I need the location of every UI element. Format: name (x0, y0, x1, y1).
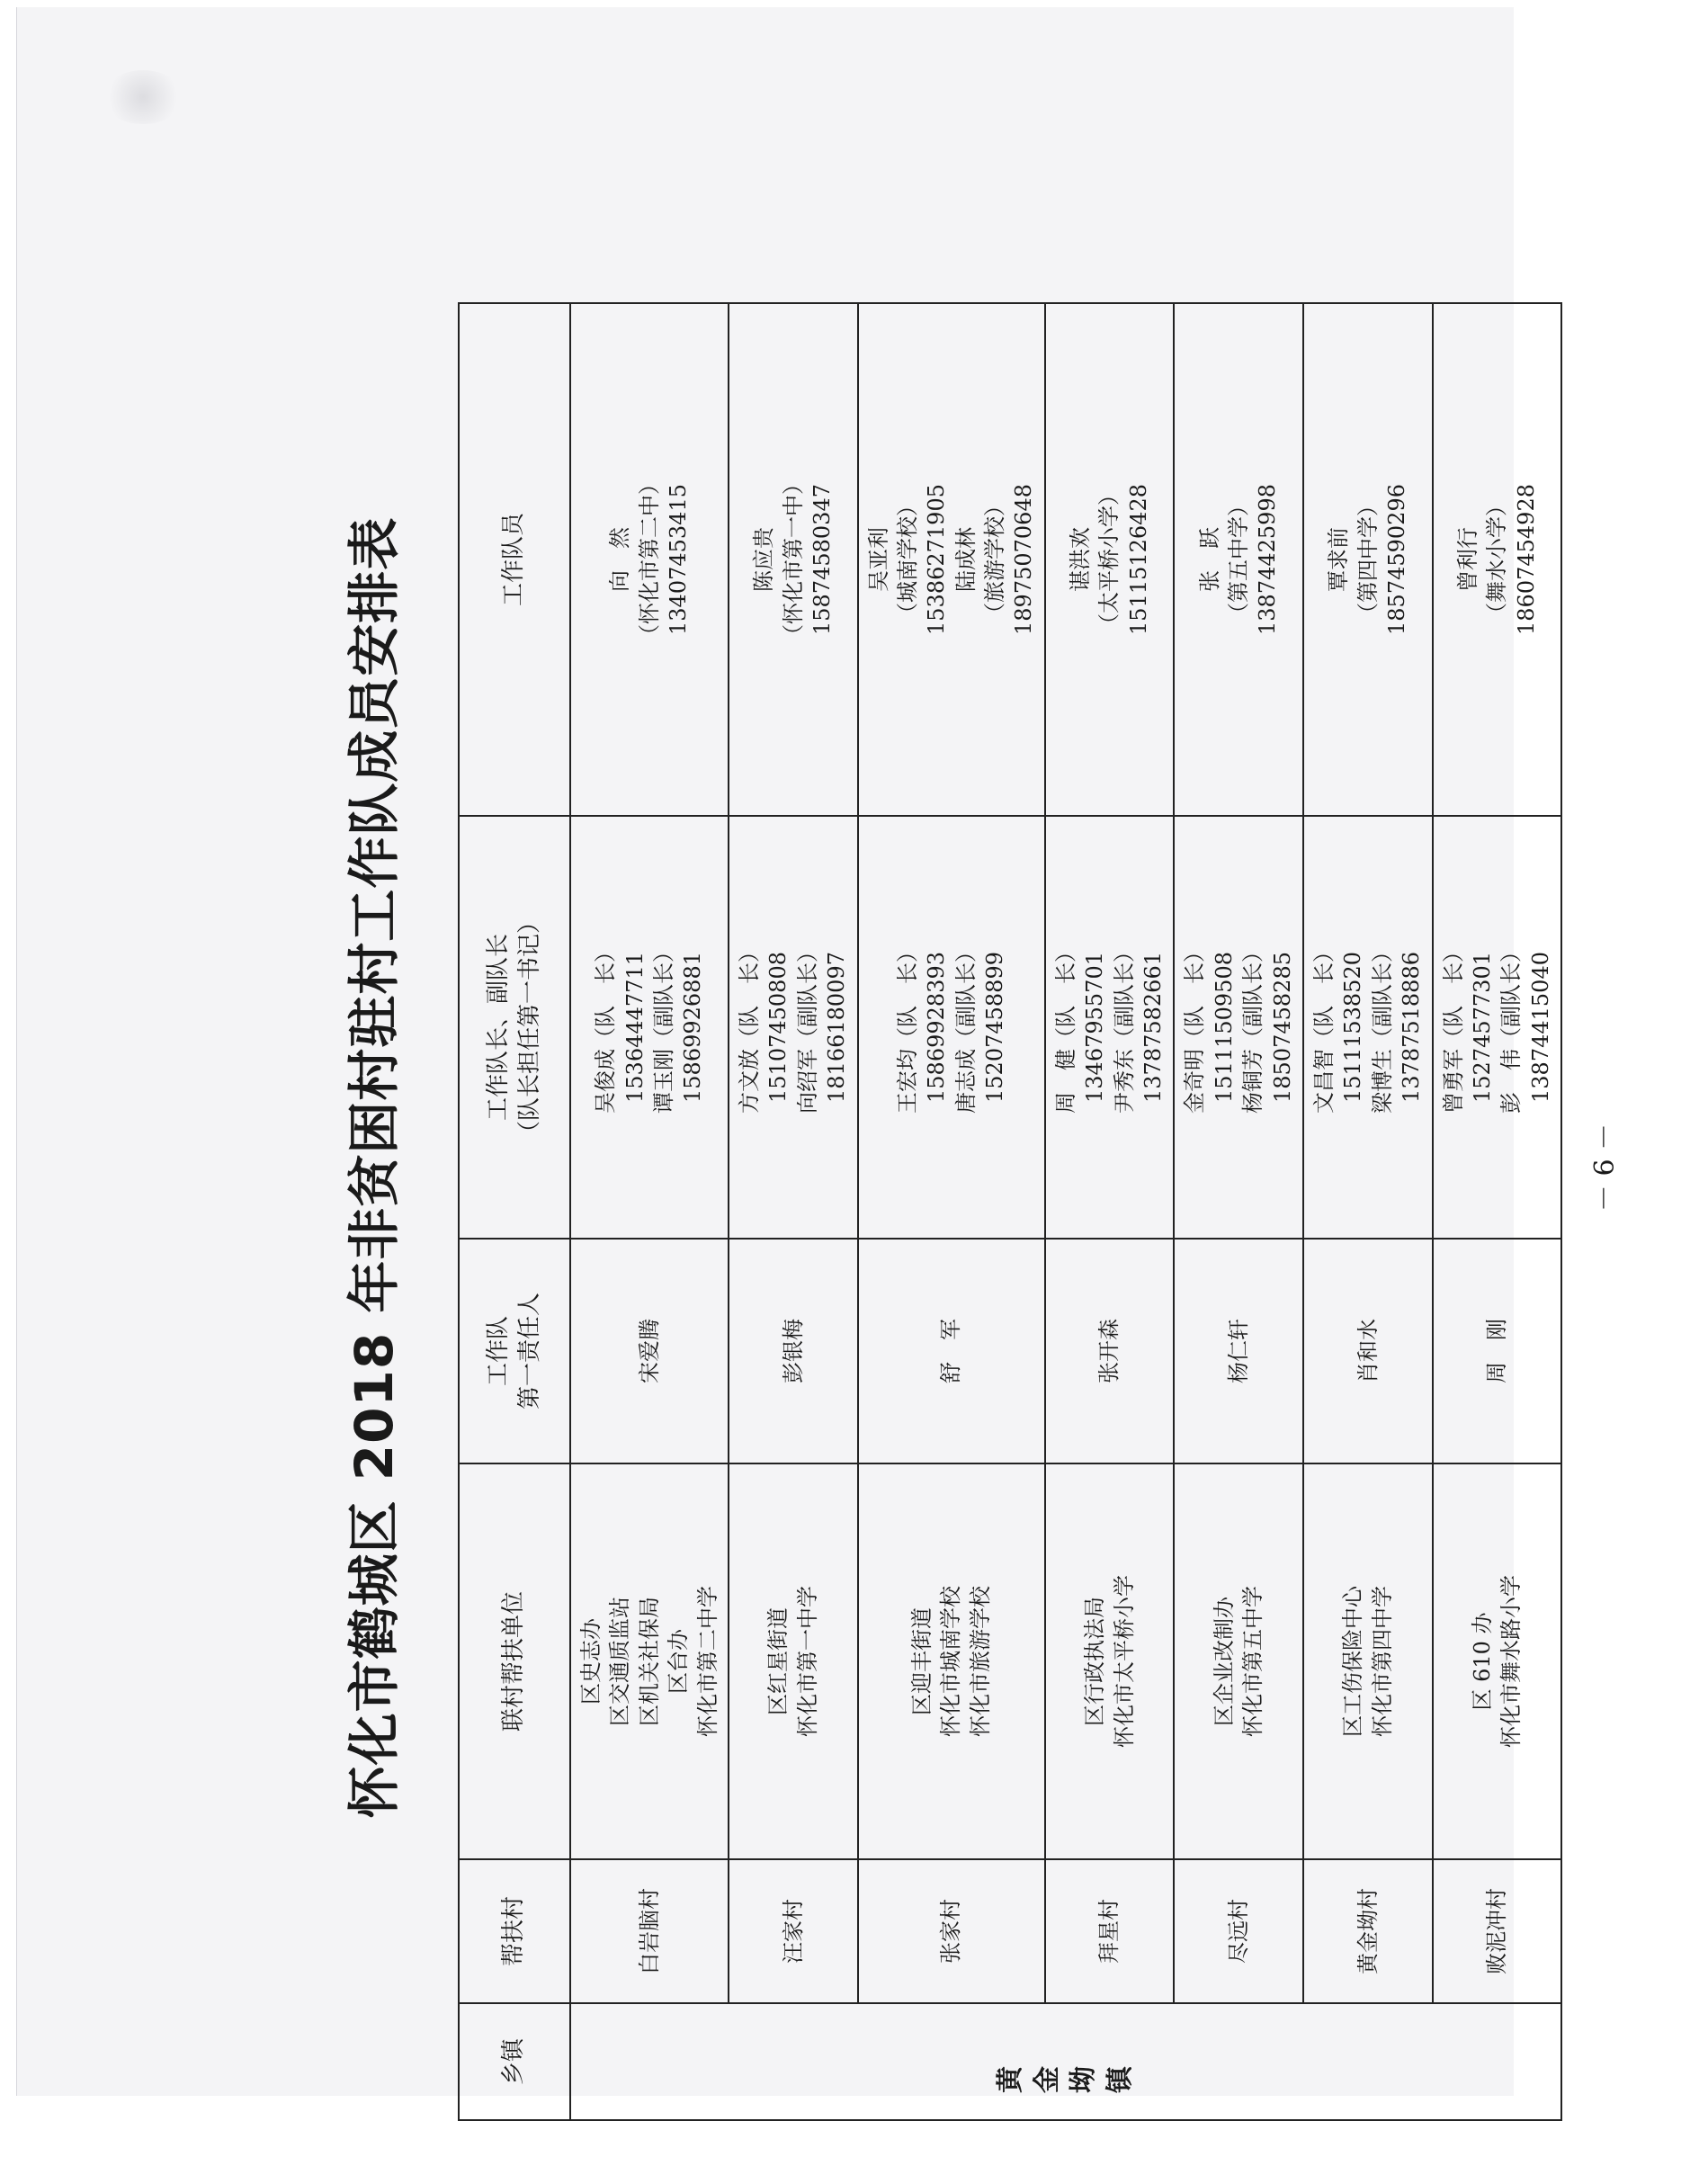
table-row (1045, 303, 1175, 2120)
cell-line: 谌洪欢 (1068, 527, 1094, 592)
captain-cell (1174, 816, 1303, 1239)
cell-line: 张 跃 (1196, 527, 1222, 592)
rotated-content (332, 178, 1708, 2157)
captain-cell (570, 816, 729, 1239)
cell-line: 区红星街道 (765, 1607, 791, 1715)
cell-line: 区机关社保局 (636, 1597, 662, 1726)
cell-line: 文昌智（队 长） (1310, 941, 1337, 1114)
cell-line: 15107450808 (765, 952, 791, 1103)
captain-cell (729, 816, 858, 1239)
cell-line: 13467955701 (1082, 952, 1108, 1103)
cell-line: 唐志成（副队长） (952, 941, 979, 1114)
table-row (1303, 303, 1433, 2120)
cell-line: 区 610 办 (1469, 1612, 1495, 1711)
cell-line: 怀化市城南学校 (938, 1586, 964, 1737)
document-title: 怀化市鹤城区 2018 年非贫困村驻村工作队成员安排表 (344, 516, 405, 1819)
table-row (1174, 303, 1303, 2120)
cell-line: 18607454928 (1513, 484, 1539, 635)
members-cell (1174, 303, 1303, 816)
cell-line: 吴亚利 (865, 527, 891, 592)
cell-line: 18166180097 (824, 952, 850, 1103)
cell-line: 15364447711 (621, 952, 648, 1103)
units-cell (570, 1463, 729, 1859)
cell-line: 尹秀东（副队长） (1111, 941, 1137, 1114)
cell-line: （怀化市第一中） (780, 473, 806, 646)
cell-line: （第五中学） (1226, 495, 1251, 624)
leader-cell: 杨仁轩 (1174, 1239, 1303, 1463)
cell-line: （舞水小学） (1484, 495, 1510, 624)
units-cell (1433, 1463, 1562, 1859)
units-cell (1174, 1463, 1303, 1859)
members-cell (570, 303, 729, 816)
table-row (1433, 303, 1562, 2120)
village-cell: 张家村 (858, 1859, 1045, 2003)
cell-line: 18574590296 (1383, 484, 1409, 635)
leader-cell: 张开森 (1045, 1239, 1175, 1463)
table-row (858, 303, 1045, 2120)
cell-line: 覃求前 (1326, 527, 1352, 592)
cell-line: 怀化市舞水路小学 (1498, 1575, 1525, 1748)
units-cell (1303, 1463, 1433, 1859)
captain-cell (858, 816, 1045, 1239)
cell-line: 15874580347 (809, 484, 835, 635)
cell-line: 金奇明（队 长） (1182, 941, 1208, 1114)
table-body (570, 303, 1561, 2120)
cell-line: 区台办 (666, 1629, 692, 1694)
cell-line: 吴俊成（队 长） (593, 941, 619, 1114)
cell-line: 区企业改制办 (1211, 1597, 1237, 1726)
village-cell: 汪家村 (729, 1859, 858, 2003)
leader-cell: 舒 军 (858, 1239, 1045, 1463)
cell-line: 怀化市第一中学 (794, 1586, 820, 1737)
table-row (570, 303, 729, 2120)
cell-line: 区迎丰街道 (909, 1607, 935, 1715)
members-cell (1433, 303, 1562, 816)
header-town: 乡镇 (459, 2003, 570, 2120)
units-cell (858, 1463, 1045, 1859)
cell-line: 15386271905 (924, 484, 950, 635)
cell-line: （怀化市第二中） (636, 473, 662, 646)
cell-line: 怀化市第五中学 (1240, 1586, 1266, 1737)
members-cell (1045, 303, 1175, 816)
cell-line: 13874415040 (1527, 952, 1553, 1103)
village-cell: 白岩脑村 (570, 1859, 729, 2003)
cell-line: 杨铜芳（副队长） (1240, 941, 1266, 1114)
captain-cell (1303, 816, 1433, 1239)
header-leader: 工作队 第一责任人 (459, 1239, 570, 1463)
leader-cell: 彭银梅 (729, 1239, 858, 1463)
cell-line: 区工伤保险中心 (1340, 1586, 1366, 1737)
cell-line: 怀化市第四中学 (1369, 1586, 1395, 1737)
cell-line: 13874425998 (1255, 484, 1281, 635)
header-units: 联村帮扶单位 (459, 1463, 570, 1859)
cell-line: 梁博生（副队长） (1369, 941, 1395, 1114)
members-cell (858, 303, 1045, 816)
leader-cell: 宋爱腾 (570, 1239, 729, 1463)
cell-line: 怀化市旅游学校 (967, 1586, 993, 1737)
cell-line: 王宏均（队 长） (894, 941, 920, 1114)
cell-line: 15115126428 (1125, 484, 1151, 635)
scan-smudge (103, 70, 183, 124)
cell-line: 向绍军（副队长） (794, 941, 820, 1114)
cell-line: 区史志办 (578, 1618, 604, 1705)
cell-line: 18507458285 (1269, 952, 1295, 1103)
cell-line: 怀化市第二中学 (694, 1586, 720, 1737)
cell-line: 方文放（队 长） (736, 941, 762, 1114)
cell-line: 彭 伟（副队长） (1498, 941, 1525, 1114)
leader-cell: 周 刚 (1433, 1239, 1562, 1463)
cell-line: 区行政执法局 (1082, 1597, 1108, 1726)
cell-line: 周 健（队 长） (1052, 941, 1078, 1114)
captain-cell (1433, 816, 1562, 1239)
cell-line: 陆成林 (952, 527, 979, 592)
town-name: 黄金坳镇 (995, 2030, 1136, 2093)
cell-line: 怀化市太平桥小学 (1111, 1575, 1137, 1748)
scanned-page (16, 7, 1621, 2096)
leader-cell: 肖和水 (1303, 1239, 1433, 1463)
cell-line: 15869926881 (680, 952, 706, 1103)
table-row (729, 303, 858, 2120)
units-cell (1045, 1463, 1175, 1859)
village-cell: 尽远村 (1174, 1859, 1303, 2003)
cell-line: 15111538520 (1340, 952, 1366, 1103)
cell-line: 13407453415 (666, 484, 692, 635)
members-cell (1303, 303, 1433, 816)
cell-line: 陈应贵 (751, 527, 777, 592)
cell-line: 区交通质监站 (607, 1597, 633, 1726)
cell-line: （城南学校） (894, 495, 920, 624)
village-cell: 败泥冲村 (1433, 1859, 1562, 2003)
village-cell: 黄金坳村 (1303, 1859, 1433, 2003)
cell-line: 向 然 (607, 527, 633, 592)
town-cell (570, 2003, 1561, 2120)
header-village: 帮扶村 (459, 1859, 570, 2003)
table-header-row (459, 303, 570, 2120)
cell-line: （太平桥小学） (1096, 484, 1122, 635)
captain-cell (1045, 816, 1175, 1239)
village-cell: 拜星村 (1045, 1859, 1175, 2003)
members-cell (729, 303, 858, 816)
cell-line: 曾勇军（队 长） (1440, 941, 1466, 1114)
cell-line: （第四中学） (1355, 495, 1381, 624)
cell-line: 13787582661 (1140, 952, 1167, 1103)
page-number: － 6 － (1589, 1123, 1621, 1213)
header-captain: 工作队长、副队长 （队长担任第一书记） (459, 816, 570, 1239)
cell-line: 18975070648 (1011, 484, 1037, 635)
cell-line: 15274577301 (1469, 952, 1495, 1103)
assignment-table (458, 302, 1562, 2121)
cell-line: 15207458899 (982, 952, 1008, 1103)
cell-line: 13787518886 (1399, 952, 1425, 1103)
header-members: 工作队员 (459, 303, 570, 816)
cell-line: 曾利行 (1454, 527, 1480, 592)
units-cell (729, 1463, 858, 1859)
cell-line: 15869928393 (924, 952, 950, 1103)
cell-line: 15111509508 (1211, 952, 1237, 1103)
cell-line: （旅游学校） (982, 495, 1008, 624)
cell-line: 谭玉刚（副队长） (650, 941, 676, 1114)
